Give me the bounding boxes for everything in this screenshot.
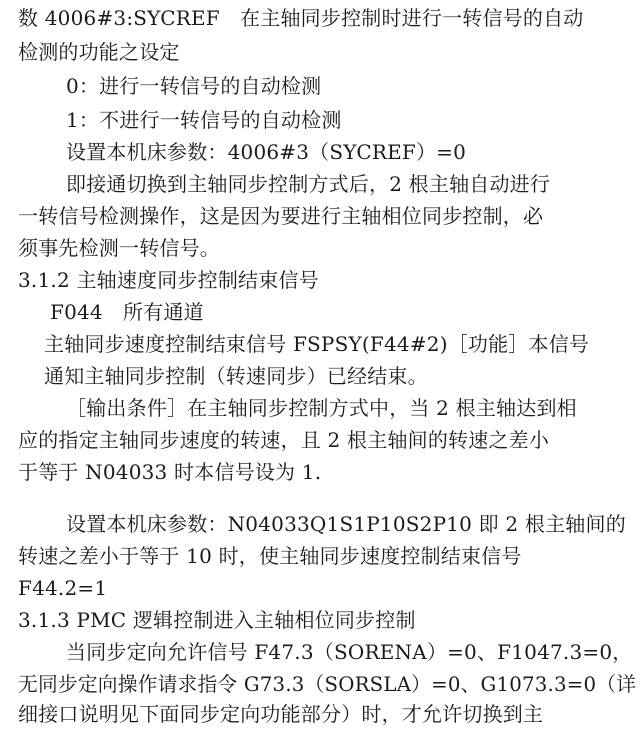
text-line: F044 所有通道 (50, 300, 204, 324)
text-line: 一转信号检测操作，这是因为要进行主轴相位同步控制，必 (18, 204, 544, 228)
text-line: 应的指定主轴同步速度的转速，且 2 根主轴间的转速之差小 (18, 428, 550, 452)
text-line: 数 4006#3:SYCREF 在主轴同步控制时进行一转信号的自动 (18, 6, 584, 30)
text-line: 须事先检测一转信号。 (18, 236, 220, 260)
text-line: 0：进行一转信号的自动检测 (66, 74, 322, 98)
section-heading: 3.1.2 主轴速度同步控制结束信号 (18, 268, 319, 292)
text-line: 设置本机床参数：N04033Q1S1P10S2P10 即 2 根主轴间的 (66, 512, 626, 536)
text-line: 设置本机床参数：4006#3（SYCREF）=0 (66, 140, 467, 164)
section-heading: 3.1.3 PMC 逻辑控制进入主轴相位同步控制 (18, 608, 416, 632)
text-line: 1：不进行一转信号的自动检测 (66, 108, 342, 132)
text-line: 当同步定向允许信号 F47.3（SORENA）=0、F1047.3=0， (66, 640, 633, 664)
text-line: 通知主轴同步控制（转速同步）已经结束。 (44, 364, 428, 388)
text-line: 于等于 N04033 时本信号设为 1. (18, 460, 322, 484)
text-line: 主轴同步速度控制结束信号 FSPSY(F44#2)［功能］本信号 (44, 332, 590, 356)
text-line: 即接通切换到主轴同步控制方式后，2 根主轴自动进行 (66, 172, 551, 196)
text-line: ［输出条件］在主轴同步控制方式中，当 2 根主轴达到相 (66, 396, 577, 420)
text-line: F44.2=1 (18, 576, 108, 600)
text-line: 无同步定向操作请求指令 G73.3（SORSLA）=0、G1073.3=0（详 (18, 672, 637, 696)
text-line: 转速之差小于等于 10 时，使主轴同步速度控制结束信号 (18, 544, 522, 568)
text-line: 细接口说明见下面同步定向功能部分）时，才允许切换到主 (18, 702, 544, 726)
text-line: 检测的功能之设定 (18, 40, 180, 64)
